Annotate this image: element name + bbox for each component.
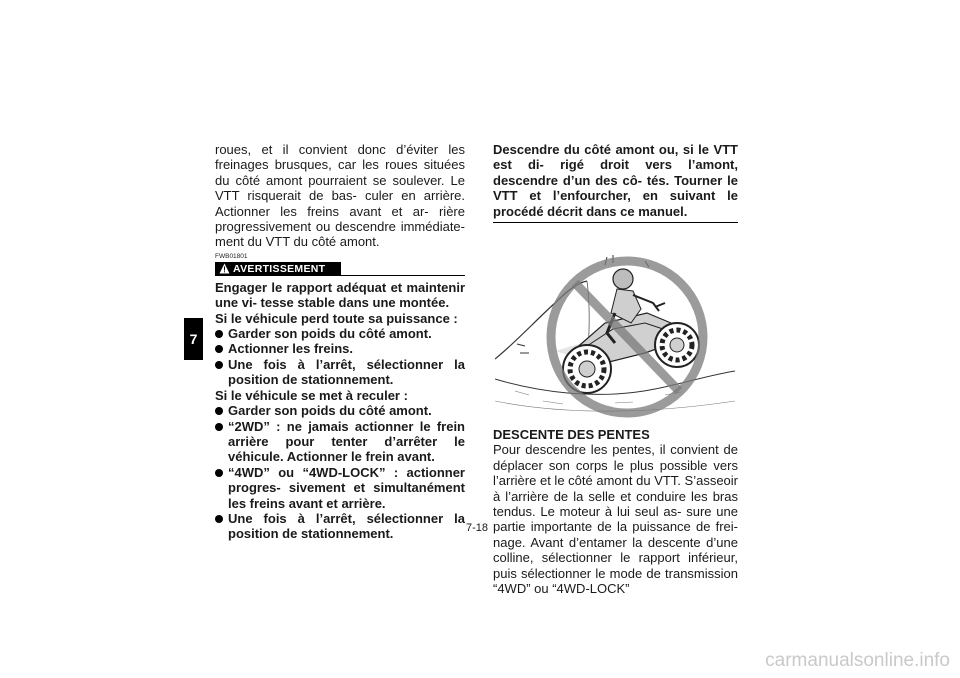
warning-triangle-icon	[219, 263, 230, 274]
bullet-icon	[215, 330, 223, 338]
warning-label: AVERTISSEMENT	[233, 262, 326, 275]
watermark: carmanualsonline.info	[765, 650, 950, 671]
warning-rule	[341, 275, 465, 276]
right-column	[493, 142, 738, 597]
warning-continuation: Descendre du côté amont ou, si le VTT est di- rigé droit vers l’amont, descendre d’un des cô- tés. Tourner le VTT et l’enfourcher, en suivant le procédé décrit dans ce manuel.	[493, 142, 738, 219]
list-item: Actionner les freins.	[215, 341, 465, 356]
warning-code: FWB01801	[215, 252, 248, 260]
list-item: “2WD” : ne jamais actionner le frein arrière pour tenter d’arrêter le véhicule. Actionner le frein avant.	[215, 419, 465, 465]
bullet-icon	[215, 361, 223, 369]
section-heading: DESCENTE DES PENTES	[493, 427, 650, 443]
list-item: “4WD” ou “4WD-LOCK” : actionner progres- sivement et simultanément les freins avant et arrière.	[215, 465, 465, 511]
left-column	[215, 142, 465, 542]
page-number: 7-18	[466, 522, 489, 534]
prohibited-atv-on-slope-icon	[495, 251, 735, 421]
list-item: Garder son poids du côté amont.	[215, 326, 465, 341]
bullet-icon	[215, 407, 223, 415]
warning-banner	[215, 262, 465, 280]
warning-end-rule	[493, 222, 738, 223]
chapter-tab: 7	[184, 318, 203, 360]
bullet-icon	[215, 423, 223, 431]
warning-lead: Engager le rapport adéquat et maintenir une vi- tesse stable dans une montée.	[215, 279, 465, 311]
bullet-icon	[215, 345, 223, 353]
power-loss-list	[215, 326, 465, 388]
bullet-icon	[215, 469, 223, 477]
list-item: Une fois à l’arrêt, sélectionner la position de stationnement.	[215, 357, 465, 388]
backing-heading: Si le véhicule se met à reculer :	[215, 387, 408, 403]
bullet-icon	[215, 515, 223, 523]
list-item: Une fois à l’arrêt, sélectionner la position de stationnement.	[215, 511, 465, 542]
power-loss-heading: Si le véhicule perd toute sa puissance :	[215, 310, 458, 326]
intro-paragraph: roues, et il convient donc d’éviter les freinages brusques, car les roues situées du côté amont pourraient se soulever. Le VTT risquerait de bas- culer en arrière. Actionner les freins avant et ar- rière progressivement ou descendre immédiate- ment du VTT du côté amont.	[215, 142, 465, 250]
list-item: Garder son poids du côté amont.	[215, 403, 465, 418]
backing-list	[215, 403, 465, 542]
section-body: Pour descendre les pentes, il convient de déplacer son corps le plus possible vers l’arrière et le côté amont du VTT. S’asseoir à l’arrière de la selle et conduire les bras tendus. Le moteur à lui seul as- sure une partie importante de la puissance de frei- nage. Avant d’entamer la descente d’une colline, sélectionner le rapport inférieur, puis sélectionner le mode de transmission “4WD” ou “4WD-LOCK”	[493, 442, 738, 597]
